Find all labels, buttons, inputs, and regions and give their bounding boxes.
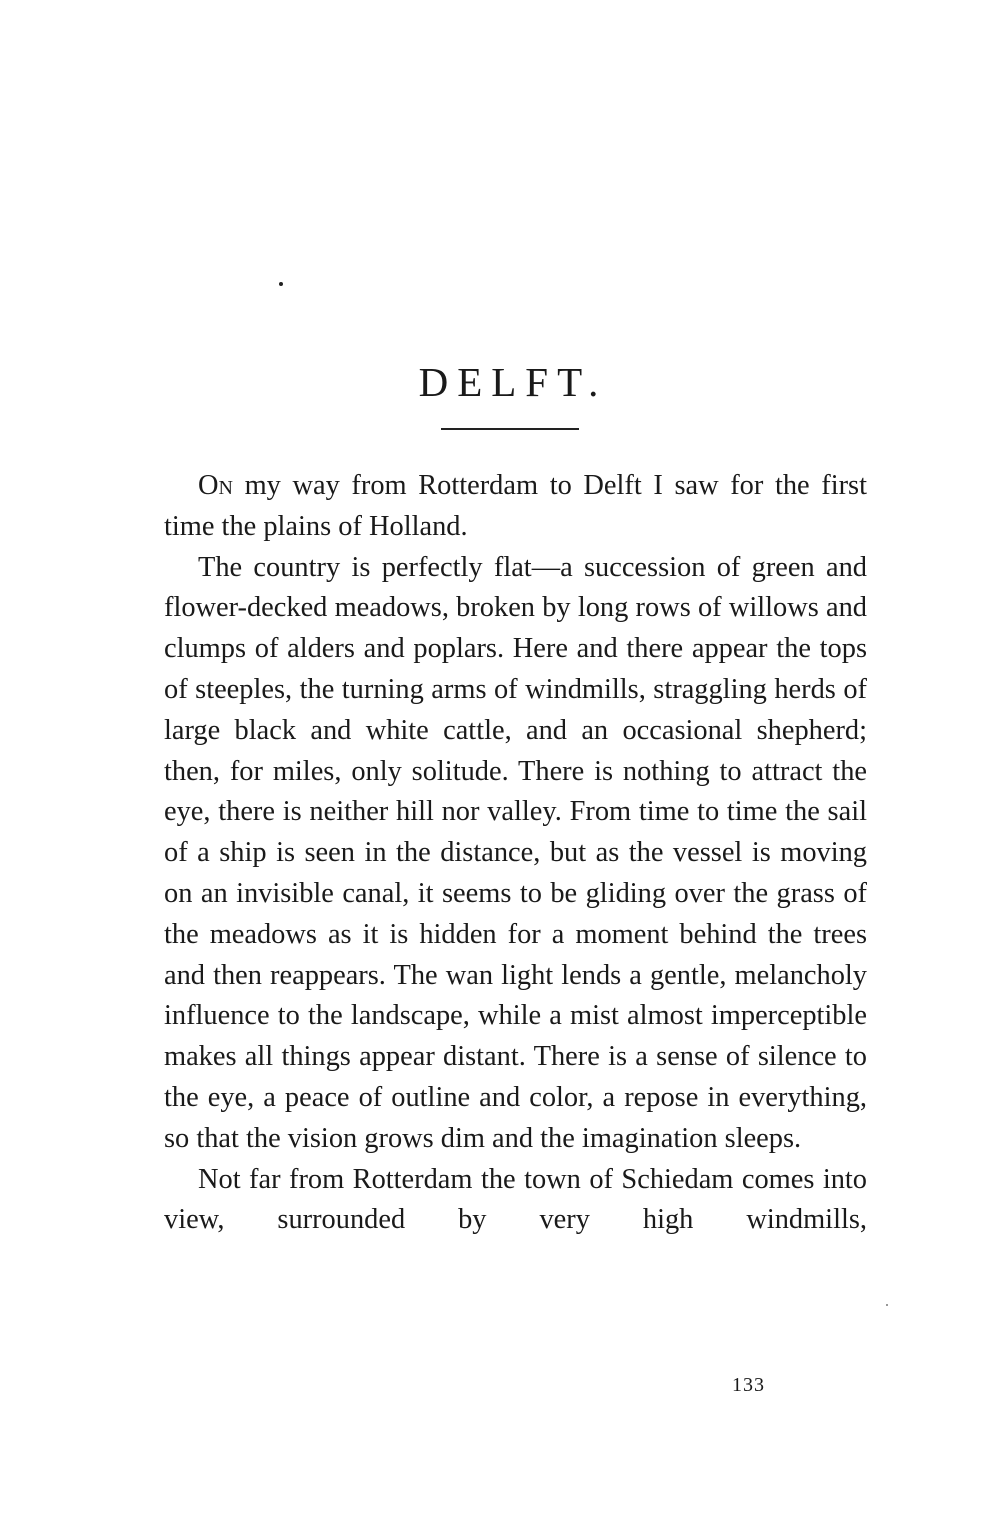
paragraph-lead-smallcaps: On	[198, 470, 233, 501]
page-number: 133	[732, 1374, 765, 1396]
paragraph	[164, 466, 867, 548]
ink-speck	[886, 1304, 888, 1306]
paragraph: The country is perfectly flat—a succession of green and flower-decked meadows, broken by long rows of willows and clumps of alders and poplars. Here and there appear the tops of steeples, the turning arms of windmills, straggling herds of large black and white cattle, and an occasional shepherd; then, for miles, only solitude. There is nothing to attract the eye, there is neither hill nor valley. From time to time the sail of a ship is seen in the distance, but as the vessel is moving on an invisible canal, it seems to be gliding over the grass of the meadows as it is hidden for a moment behind the trees and then reappears. The wan light lends a gentle, melancholy influence to the landscape, while a mist almost imperceptible makes all things appear distant. There is a sense of silence to the eye, a peace of outline and color, a repose in everything, so that the vision grows dim and the imagination sleeps.	[164, 551, 867, 1154]
paragraph-text: my way from Rotterdam to Delft I saw for the first time the plains of Holland.	[164, 470, 867, 542]
chapter-title: DELFT.	[418, 359, 608, 406]
title-rule	[441, 428, 579, 430]
ink-speck	[279, 282, 283, 286]
paragraph: Not far from Rotterdam the town of Schiedam comes into view, surrounded by very high windmills,	[164, 1163, 867, 1236]
chapter-body	[164, 466, 867, 1241]
